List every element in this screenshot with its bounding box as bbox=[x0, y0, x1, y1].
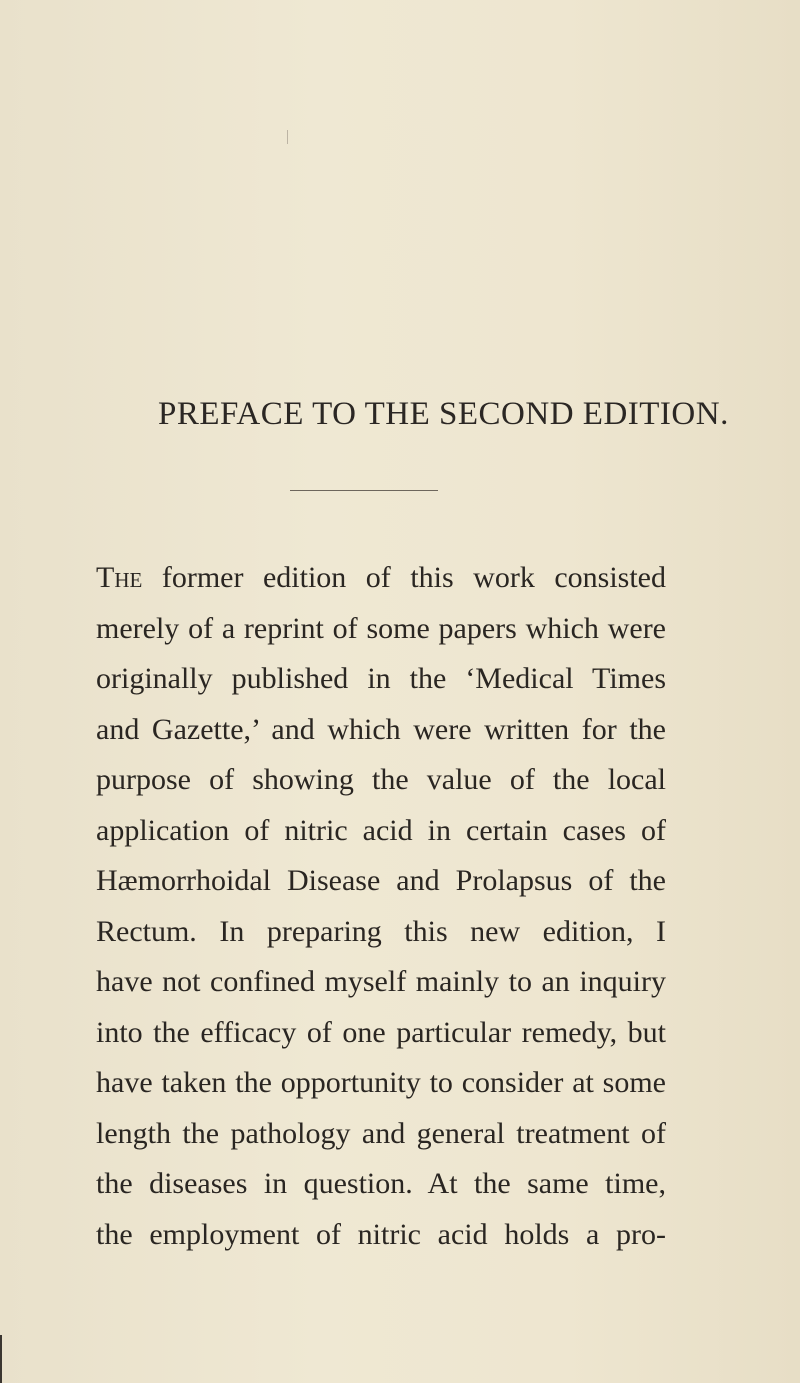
line-text: former edition of this work consisted bbox=[161, 561, 666, 594]
text-line: Hæmorrhoidal Disease and Prolapsus of the bbox=[96, 864, 666, 897]
text-line: length the pathology and general treatment of bbox=[96, 1116, 666, 1150]
text-line: the employment of nitric acid holds a pro- bbox=[96, 1217, 666, 1251]
text-line: originally published in the ‘Medical Times bbox=[96, 662, 666, 695]
page-edge-mark bbox=[0, 1335, 2, 1383]
text-line: Rectum. In preparing this new edition, I bbox=[96, 914, 666, 948]
text-line: purpose of showing the value of the local bbox=[96, 763, 666, 796]
text-line: into the efficacy of one particular remedy, but bbox=[96, 1015, 666, 1049]
text-line: have not confined myself mainly to an inquiry bbox=[96, 965, 666, 998]
heading-rule bbox=[290, 490, 438, 491]
text-line: the diseases in question. At the same time, bbox=[96, 1167, 666, 1200]
preface-paragraph bbox=[96, 553, 666, 1260]
opening-word: The bbox=[96, 561, 143, 594]
text-line: application of nitric acid in certain cases of bbox=[96, 813, 666, 847]
page-speck bbox=[287, 130, 288, 144]
page-heading: PREFACE TO THE SECOND EDITION. bbox=[158, 396, 729, 432]
text-line bbox=[96, 553, 666, 604]
text-line: have taken the opportunity to consider at some bbox=[96, 1066, 666, 1099]
text-line: merely of a reprint of some papers which were bbox=[96, 611, 666, 645]
text-line: and Gazette,’ and which were written for the bbox=[96, 712, 666, 746]
